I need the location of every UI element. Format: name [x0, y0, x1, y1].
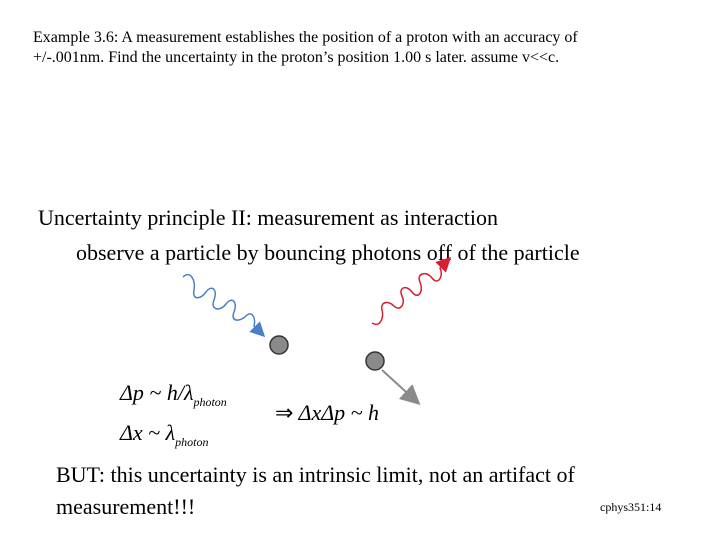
eq1-lambda: λ: [183, 380, 194, 405]
particle-after: [366, 352, 384, 370]
momentum-uncertainty-equation: [120, 380, 227, 410]
scattered-photon-wave: [372, 260, 448, 324]
conclusion-line-1: BUT: this uncertainty is an intrinsic limit, not an artifact of: [56, 462, 575, 487]
example-line-1: Example 3.6: A measurement establishes the position of a proton with an accuracy of: [33, 29, 578, 46]
conclusion-line-2: measurement!!!: [56, 494, 196, 519]
particle-before: [270, 336, 288, 354]
example-line-2: +/-.001nm. Find the uncertainty in the proton’s position 1.00 s later. assume v<<c.: [33, 49, 560, 66]
slide-subheading: observe a particle by bouncing photons off of the particle: [76, 240, 580, 265]
particle-recoil-arrow: [382, 370, 416, 401]
eq2-lambda: λ: [165, 420, 176, 445]
eq1-lhs: Δp ~ h/: [120, 380, 184, 405]
position-uncertainty-equation: [120, 420, 208, 450]
eq2-subscript: photon: [175, 435, 209, 449]
slide-number: cphys351:14: [600, 500, 662, 514]
slide-heading: Uncertainty principle II: measurement as interaction: [38, 205, 498, 230]
eq3-rhs: ΔxΔp ~ h: [298, 400, 380, 425]
incoming-photon-wave: [183, 275, 262, 334]
eq2-lhs: Δx ~: [120, 420, 166, 445]
implies-arrow: ⇒: [275, 400, 294, 425]
uncertainty-product-equation: [275, 400, 379, 426]
eq1-subscript: photon: [193, 395, 227, 409]
